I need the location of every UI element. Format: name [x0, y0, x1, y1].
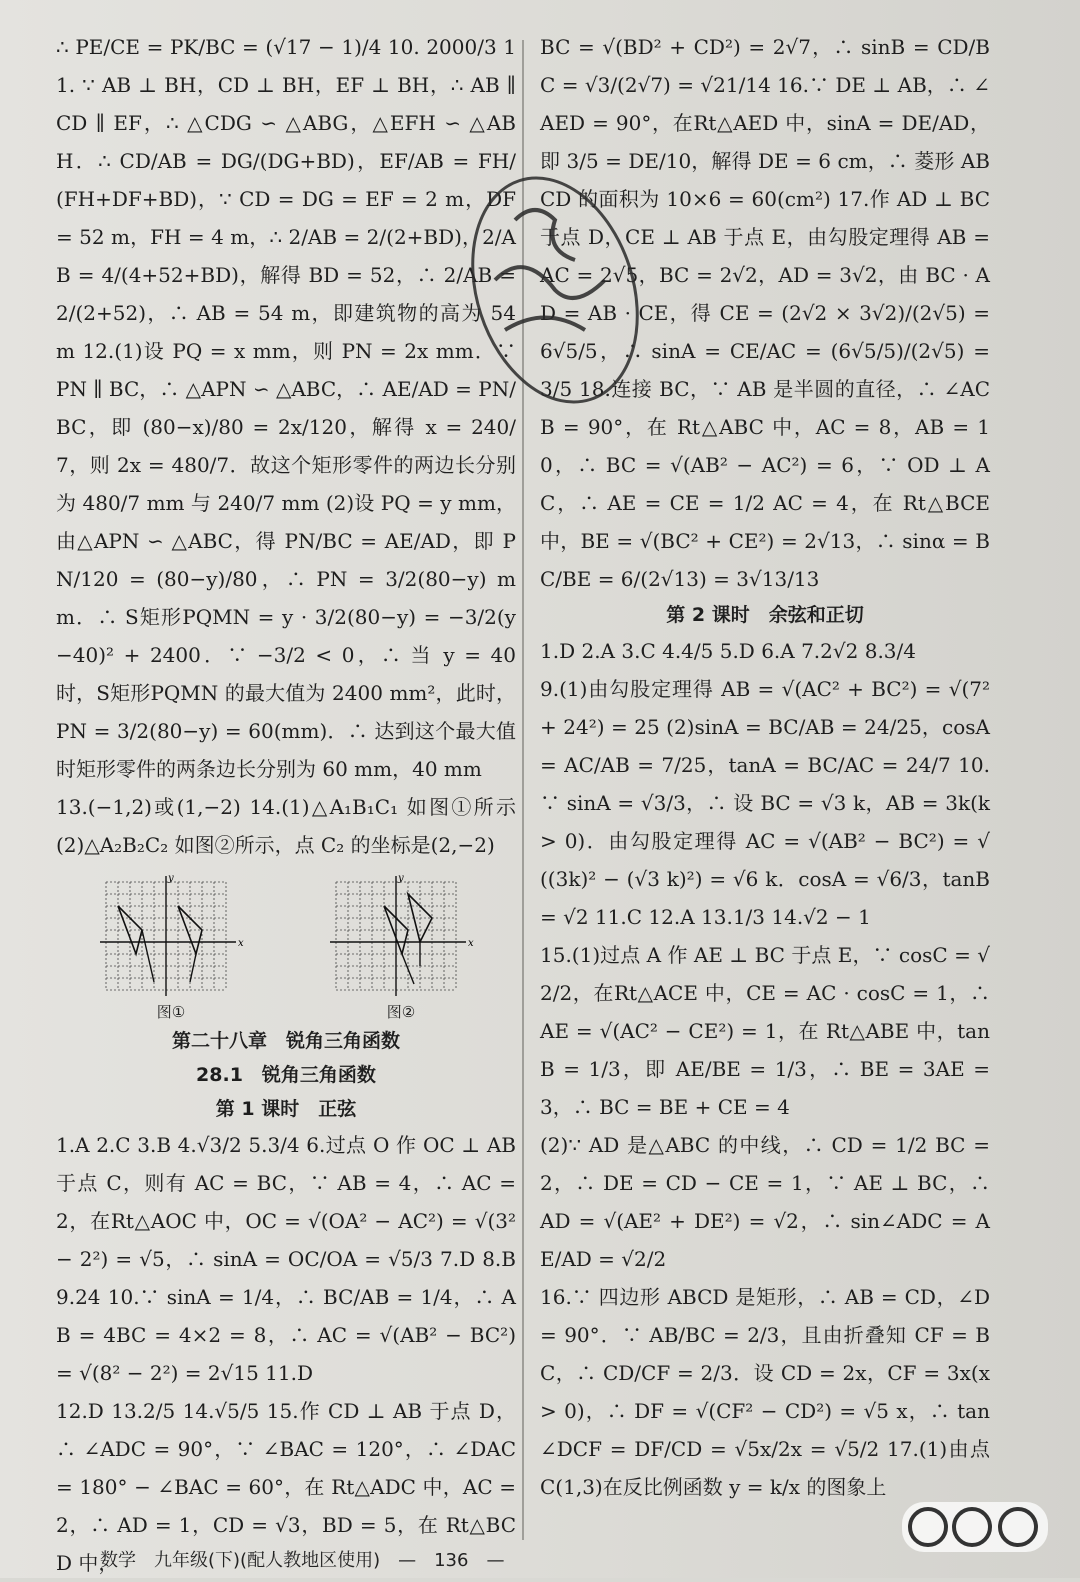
figure-caption: 图② [386, 1003, 416, 1021]
figure-caption: 图① [156, 1003, 186, 1021]
answer-text-block: 13.(−1,2)或(1,−2) 14.(1)△A₁B₁C₁ 如图①所示 (2)△A₂B₂C₂ 如图②所示，点 C₂ 的坐标是(2,−2) [56, 795, 516, 857]
axis-x-label: x [238, 938, 244, 949]
axis-x-label: x [468, 938, 474, 949]
answer-text-block: 1.A 2.C 3.B 4.√3/2 5.3/4 6.过点 O 作 OC ⊥ AB 于点 C，则有 AC = BC，∵ AB = 4，∴ AC = 2，在Rt△AOC 中，OC = √(OA² − AC²) = √(3² − 2²) = √5，∴ sinA = OC/OA = √5/3 7.D 8.B 9.24 10.∵ sinA = 1/4，∴ BC/AB = 1/4，∴ AB = 4BC = 4×2 = 8，∴ AC = √(AB² − BC²) = √(8² − 2²) = 2√15 11.D [56, 1133, 516, 1385]
figure-row [56, 872, 516, 1022]
answer-text-block: 1.D 2.A 3.C 4.4/5 5.D 6.A 7.2√2 8.3/4 [540, 639, 916, 663]
page-footer: 数学 九年级(下)(配人教地区使用) — 136 — [100, 1550, 505, 1571]
chapter-title: 第二十八章 锐角三角函数 [171, 1030, 400, 1052]
answer-text-block: (2)∵ AD 是△ABC 的中线，∴ CD = 1/2 BC = 2，∴ DE = CD − CE = 1，∵ AE ⊥ BC，∴ AD = √(AE² + DE²) = √2，∴ sin∠ADC = AE/AD = √2/2 [540, 1133, 990, 1271]
section-title: 28.1 锐角三角函数 [196, 1064, 376, 1086]
watermark-logo [900, 1494, 1050, 1564]
answer-text-block: ∴ PE/CE = PK/BC = (√17 − 1)/4 10. 2000/3 11. ∵ AB ⊥ BH，CD ⊥ BH，EF ⊥ BH，∴ AB ∥ CD ∥ EF，∴ △CDG ∽ △ABG，△EFH ∽ △ABH．∴ CD/AB = DG/(DG+BD)，EF/AB = FH/(FH+DF+BD)，∵ CD = DG = EF = 2 m，DF = 52 m，FH = 4 m，∴ 2/AB = 2/(2+BD)，2/AB = 4/(4+52+BD)，解得 BD = 52，∴ 2/AB = 2/(2+52)，∴ AB = 54 m，即建筑物的高为 54 m 12.(1)设 PQ = x mm，则 PN = 2x mm．∵ PN ∥ BC，∴ △APN ∽ △ABC，∴ AE/AD = PN/BC，即 (80−x)/80 = 2x/120，解得 x = 240/7，则 2x = 480/7．故这个矩形零件的两边长分别为 480/7 mm 与 240/7 mm (2)设 PQ = y mm，由△APN ∽ △ABC，得 PN/BC = AE/AD，即 PN/120 = (80−y)/80，∴ PN = 3/2(80−y) mm．∴ S矩形PQMN = y · 3/2(80−y) = −3/2(y−40)² + 2400．∵ −3/2 < 0，∴ 当 y = 40 时，S矩形PQMN 的最大值为 2400 mm²，此时，PN = 3/2(80−y) = 60(mm)．∴ 达到这个最大值时矩形零件的两条边长分别为 60 mm，40 mm [56, 35, 516, 781]
figure-1 [96, 872, 246, 1022]
lesson-title: 第 1 课时 正弦 [215, 1098, 357, 1120]
answer-text-block: BC = √(BD² + CD²) = 2√7，∴ sinB = CD/BC = √3/(2√7) = √21/14 16.∵ DE ⊥ AB，∴ ∠AED = 90°，在Rt△AED 中，sinA = DE/AD，即 3/5 = DE/10，解得 DE = 6 cm，∴ 菱形 ABCD 的面积为 10×6 = 60(cm²) 17.作 AD ⊥ BC 于点 D，CE ⊥ AB 于点 E，由勾股定理得 AB = AC = 2√5，BC = 2√2，AD = 3√2，由 BC · AD = AB · CE，得 CE = (2√2 × 3√2)/(2√5) = 6√5/5，∴ sinA = CE/AC = (6√5/5)/(2√5) = 3/5 18.连接 BC，∵ AB 是半圆的直径，∴ ∠ACB = 90°，在 Rt△ABC 中，AC = 8，AB = 10，∴ BC = √(AB² − AC²) = 6，∵ OD ⊥ AC，∴ AE = CE = 1/2 AC = 4，在 Rt△BCE 中，BE = √(BC² + CE²) = 2√13，∴ sinα = BC/BE = 6/(2√13) = 3√13/13 [540, 35, 990, 591]
left-column [56, 28, 516, 1582]
figure-2 [326, 872, 476, 1022]
lesson-title: 第 2 课时 余弦和正切 [666, 604, 864, 626]
answer-text-block: 16.∵ 四边形 ABCD 是矩形，∴ AB = CD，∠D = 90°．∵ AB/BC = 2/3，且由折叠知 CF = BC，∴ CD/CF = 2/3．设 CD = 2x，CF = 3x(x > 0)，∴ DF = √(CF² − CD²) = √5 x，∴ tan∠DCF = DF/CD = √5x/2x = √5/2 17.(1)由点 C(1,3)在反比例函数 y = k/x 的图象上 [540, 1285, 990, 1499]
answer-text-block: 15.(1)过点 A 作 AE ⊥ BC 于点 E，∵ cosC = √2/2，在Rt△ACE 中，CE = AC · cosC = 1，∴ AE = √(AC² − CE²) = 1，在 Rt△ABE 中，tanB = 1/3，即 AE/BE = 1/3，∴ BE = 3AE = 3，∴ BC = BE + CE = 4 [540, 943, 990, 1119]
grid-figure-2 [326, 872, 476, 1002]
answer-text-block: 9.(1)由勾股定理得 AB = √(AC² + BC²) = √(7² + 24²) = 25 (2)sinA = BC/AB = 24/25，cosA = AC/AB = 7/25，tanA = BC/AC = 24/7 10.∵ sinA = √3/3，∴ 设 BC = √3 k，AB = 3k(k > 0)．由勾股定理得 AC = √(AB² − BC²) = √((3k)² − (√3 k)²) = √6 k．cosA = √6/3，tanB = √2 11.C 12.A 13.1/3 14.√2 − 1 [540, 677, 990, 929]
axis-y-label: y [168, 873, 174, 884]
axis-y-label: y [398, 873, 404, 884]
grid-figure-1 [96, 872, 246, 1002]
answer-text-block: 12.D 13.2/5 14.√5/5 15.作 CD ⊥ AB 于点 D，∴ ∠ADC = 90°，∵ ∠BAC = 120°，∴ ∠DAC = 180° − ∠BAC = 60°，在 Rt△ADC 中，AC = 2，∴ AD = 1，CD = √3，BD = 5，在 Rt△BCD 中， [56, 1399, 516, 1575]
handwritten-stamp [455, 160, 655, 420]
